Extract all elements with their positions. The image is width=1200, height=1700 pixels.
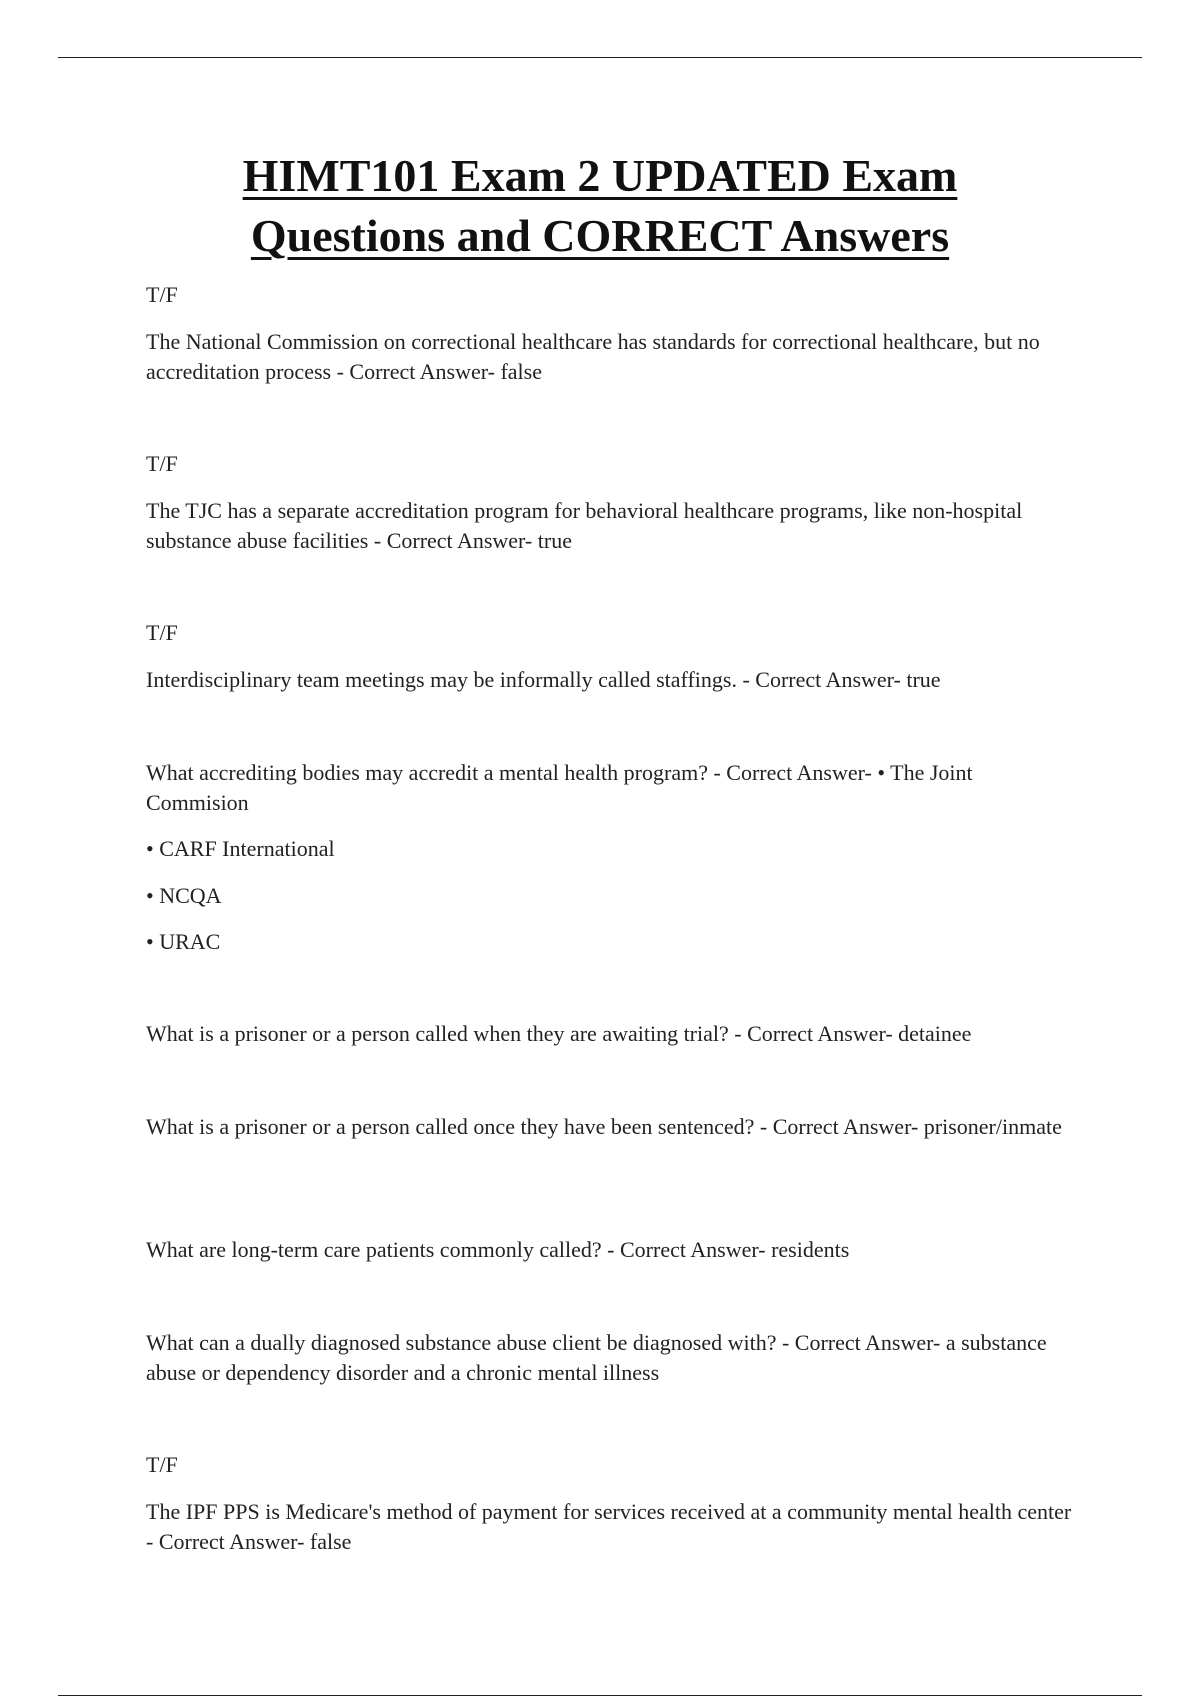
qa-item: What are long-term care patients commonly called? - Correct Answer- residents bbox=[146, 1237, 850, 1262]
tf-label: T/F bbox=[146, 1452, 178, 1477]
qa-item: What accrediting bodies may accredit a mental health program? - Correct Answer- • The Joint Commision bbox=[146, 760, 973, 815]
qa-item: What can a dually diagnosed substance abuse client be diagnosed with? - Correct Answer- a substance abuse or dependency disorder and a chronic mental illness bbox=[146, 1330, 1047, 1385]
qa-item: The TJC has a separate accreditation program for behavioral healthcare programs, like non-hospital substance abuse facilities - Correct Answer- true bbox=[146, 498, 1023, 553]
qa-item: What is a prisoner or a person called once they have been sentenced? - Correct Answer- prisoner/inmate bbox=[146, 1114, 1062, 1139]
tf-label: T/F bbox=[146, 620, 178, 645]
document-title bbox=[100, 146, 1100, 266]
qa-item: Interdisciplinary team meetings may be informally called staffings. - Correct Answer- true bbox=[146, 667, 941, 692]
tf-label: T/F bbox=[146, 282, 178, 307]
tf-label: T/F bbox=[146, 451, 178, 476]
bullet-item: • CARF International bbox=[146, 836, 335, 861]
bullet-item: • NCQA bbox=[146, 883, 222, 908]
bottom-rule bbox=[58, 1695, 1142, 1696]
qa-item: The IPF PPS is Medicare's method of payment for services received at a community mental health center - Correct Answer- false bbox=[146, 1499, 1072, 1554]
top-rule bbox=[58, 57, 1142, 58]
bullet-item: • URAC bbox=[146, 929, 221, 954]
title-line-2: Questions and CORRECT Answers bbox=[250, 210, 950, 261]
title-line-1: HIMT101 Exam 2 UPDATED Exam bbox=[242, 150, 958, 201]
qa-item: The National Commission on correctional healthcare has standards for correctional healthcare, but no accreditation process - Correct Answer- false bbox=[146, 329, 1040, 384]
qa-item: What is a prisoner or a person called when they are awaiting trial? - Correct Answer- detainee bbox=[146, 1021, 972, 1046]
